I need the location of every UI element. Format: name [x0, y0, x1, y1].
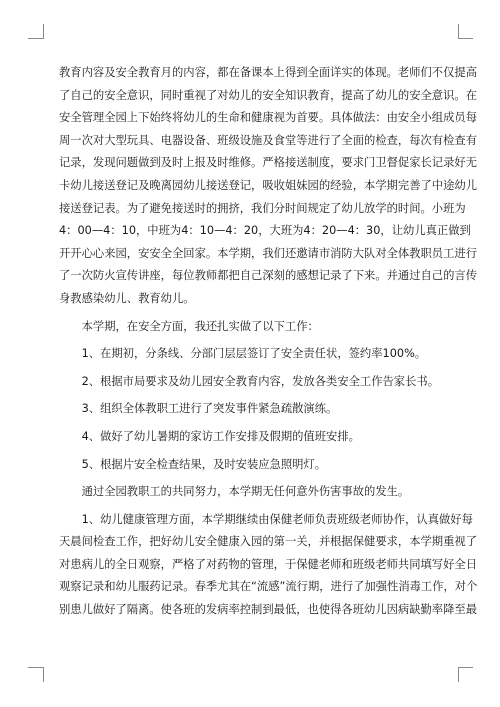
intro-line: 本学期，在安全方面，我还扎实做了以下工作： — [81, 319, 319, 333]
text-line: 了一次防火宣传讲座，每位教师都把自己深刻的感想记录了下来。并通过自己的言传 — [59, 269, 477, 283]
text-line: 身教感染幼儿、教育幼儿。 — [59, 291, 195, 305]
text-line: 了自己的安全意识，同时重视了对幼儿的安全知识教育，提高了幼儿的安全意识。在 — [59, 88, 477, 102]
text-line: 记录，发现问题做到及时上报及时维修。严格接送制度，要求门卫督促家长记录好无 — [59, 156, 477, 170]
list-item: 5、根据片安全检查结果，及时安装应急照明灯。 — [81, 457, 327, 471]
crop-mark-bottom-left-h — [28, 667, 43, 668]
text-line: 卡幼儿接送登记及晚离园幼儿接送登记，吸收姐妹园的经验，本学期完善了中途幼儿 — [59, 178, 477, 192]
list-item: 4、做好了幼儿暑期的家访工作安排及假期的值班安排。 — [81, 429, 360, 443]
text-line: 周一次对大型玩具、电器设备、班级设施及食堂等进行了全面的检查，每次有检查有 — [59, 133, 477, 147]
text-line: 1、幼儿健康管理方面，本学期继续由保健老师负责班级老师协作，认真做好每 — [81, 512, 473, 526]
list-item: 1、在期初，分条线、分部门层层签订了安全责任状，签约率100%。 — [81, 347, 427, 361]
document-body — [59, 62, 478, 622]
work-item-list — [59, 343, 443, 476]
list-item: 2、根据市局要求及幼儿园安全教育内容，发放各类安全工作告家长书。 — [81, 374, 439, 388]
paragraph-safety-education — [59, 62, 477, 311]
crop-mark-bottom-left-v — [43, 667, 44, 682]
text-line: 教育内容及安全教育月的内容，都在备课本上得到全面详实的体现。老师们不仅提高 — [59, 66, 477, 79]
crop-mark-bottom-right-v — [458, 667, 459, 682]
text-line: 对患病儿的全日观察，严格了对药物的管理，于保健老师和班级老师共同填写好全日 — [59, 557, 477, 571]
list-item: 3、组织全体教职工进行了突发事件紧急疏散演练。 — [81, 402, 338, 416]
text-line: 观察记录和幼儿服药记录。春季尤其在“流感”流行期，进行了加强性消毒工作，对个 — [59, 580, 478, 594]
crop-mark-top-left-v — [43, 24, 44, 39]
text-line: 别患儿做好了隔离。使各班的发病率控制到最低，也使得各班幼儿因病缺勤率降至最 — [59, 603, 477, 617]
text-line: 天晨间检查工作，把好幼儿安全健康入园的第一关，并根据保健要求，本学期重视了 — [59, 535, 477, 549]
crop-mark-top-right-h — [458, 38, 473, 39]
text-line: 4：00—4：10，中班为4：10—4：20，大班为4：20—4：30，让幼儿真正做到 — [59, 224, 471, 238]
paragraph-health-management — [59, 509, 478, 622]
summary-line: 通过全园教职工的共同努力，本学期无任何意外伤害事故的发生。 — [81, 485, 410, 499]
crop-mark-bottom-right-h — [458, 667, 473, 668]
text-line: 接送登记表。为了避免接送时的拥挤，我们分时间规定了幼儿放学的时间。小班为 — [59, 201, 466, 215]
text-line: 开开心心来园，安安全全回家。本学期，我们还邀请市消防大队对全体教职员工进行 — [59, 246, 477, 260]
crop-mark-top-left-h — [28, 38, 43, 39]
crop-mark-top-right-v — [458, 24, 459, 39]
text-line: 安全管理全园上下始终将幼儿的生命和健康视为首要。具体做法：由安全小组成员每 — [59, 111, 477, 125]
